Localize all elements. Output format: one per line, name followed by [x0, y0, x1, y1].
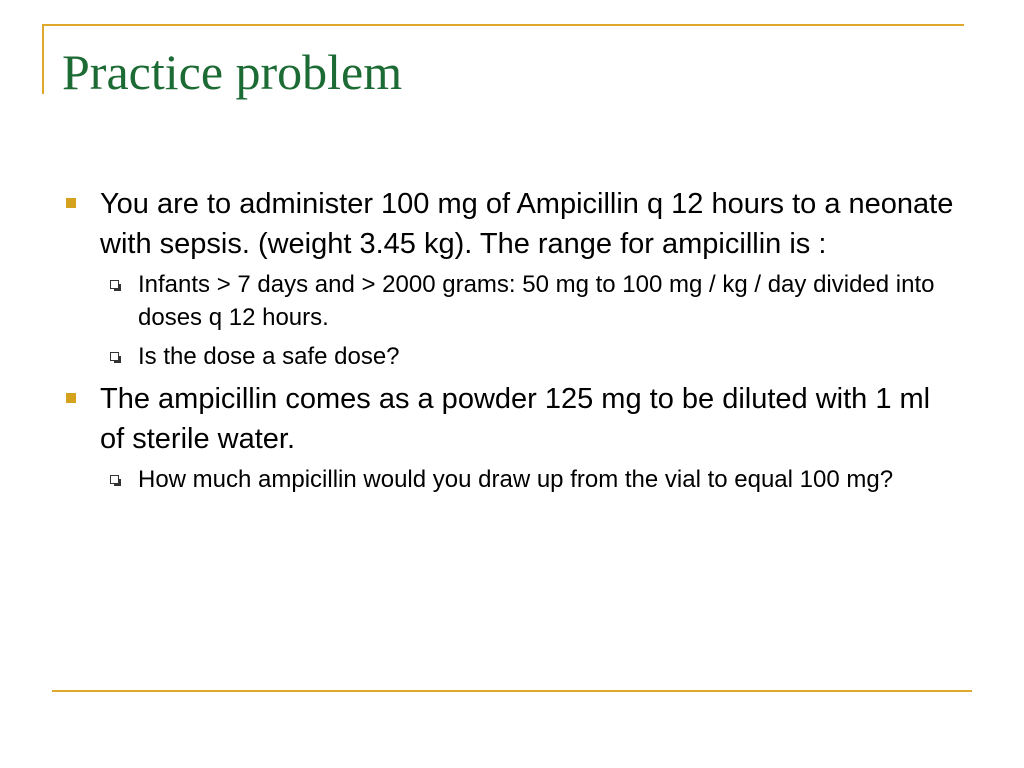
- bullet-item: [62, 184, 962, 264]
- slide-body: [62, 184, 962, 502]
- hollow-square-bullet-icon: [110, 352, 119, 361]
- top-accent-line: [42, 24, 964, 26]
- bottom-accent-line: [52, 690, 972, 692]
- bullet-text: You are to administer 100 mg of Ampicillin q 12 hours to a neonate with sepsis. (weight 3.45 kg). The range for ampicillin is :: [100, 188, 954, 260]
- sub-bullet-text: How much ampicillin would you draw up from the vial to equal 100 mg?: [138, 466, 894, 493]
- sub-bullet-item: [62, 340, 962, 373]
- slide-title: Practice problem: [62, 44, 403, 100]
- sub-bullet-text: Is the dose a safe dose?: [138, 343, 400, 370]
- hollow-square-bullet-icon: [110, 475, 119, 484]
- square-bullet-icon: [66, 198, 76, 208]
- hollow-square-bullet-icon: [110, 280, 119, 289]
- left-accent-line: [42, 24, 44, 94]
- sub-bullet-item: [62, 268, 962, 334]
- square-bullet-icon: [66, 393, 76, 403]
- bullet-text: The ampicillin comes as a powder 125 mg to be diluted with 1 ml of sterile water.: [100, 383, 931, 455]
- sub-bullet-item: [62, 463, 962, 496]
- bullet-item: [62, 379, 962, 459]
- sub-bullet-text: Infants > 7 days and > 2000 grams: 50 mg to 100 mg / kg / day divided into doses q 12 hours.: [138, 271, 935, 331]
